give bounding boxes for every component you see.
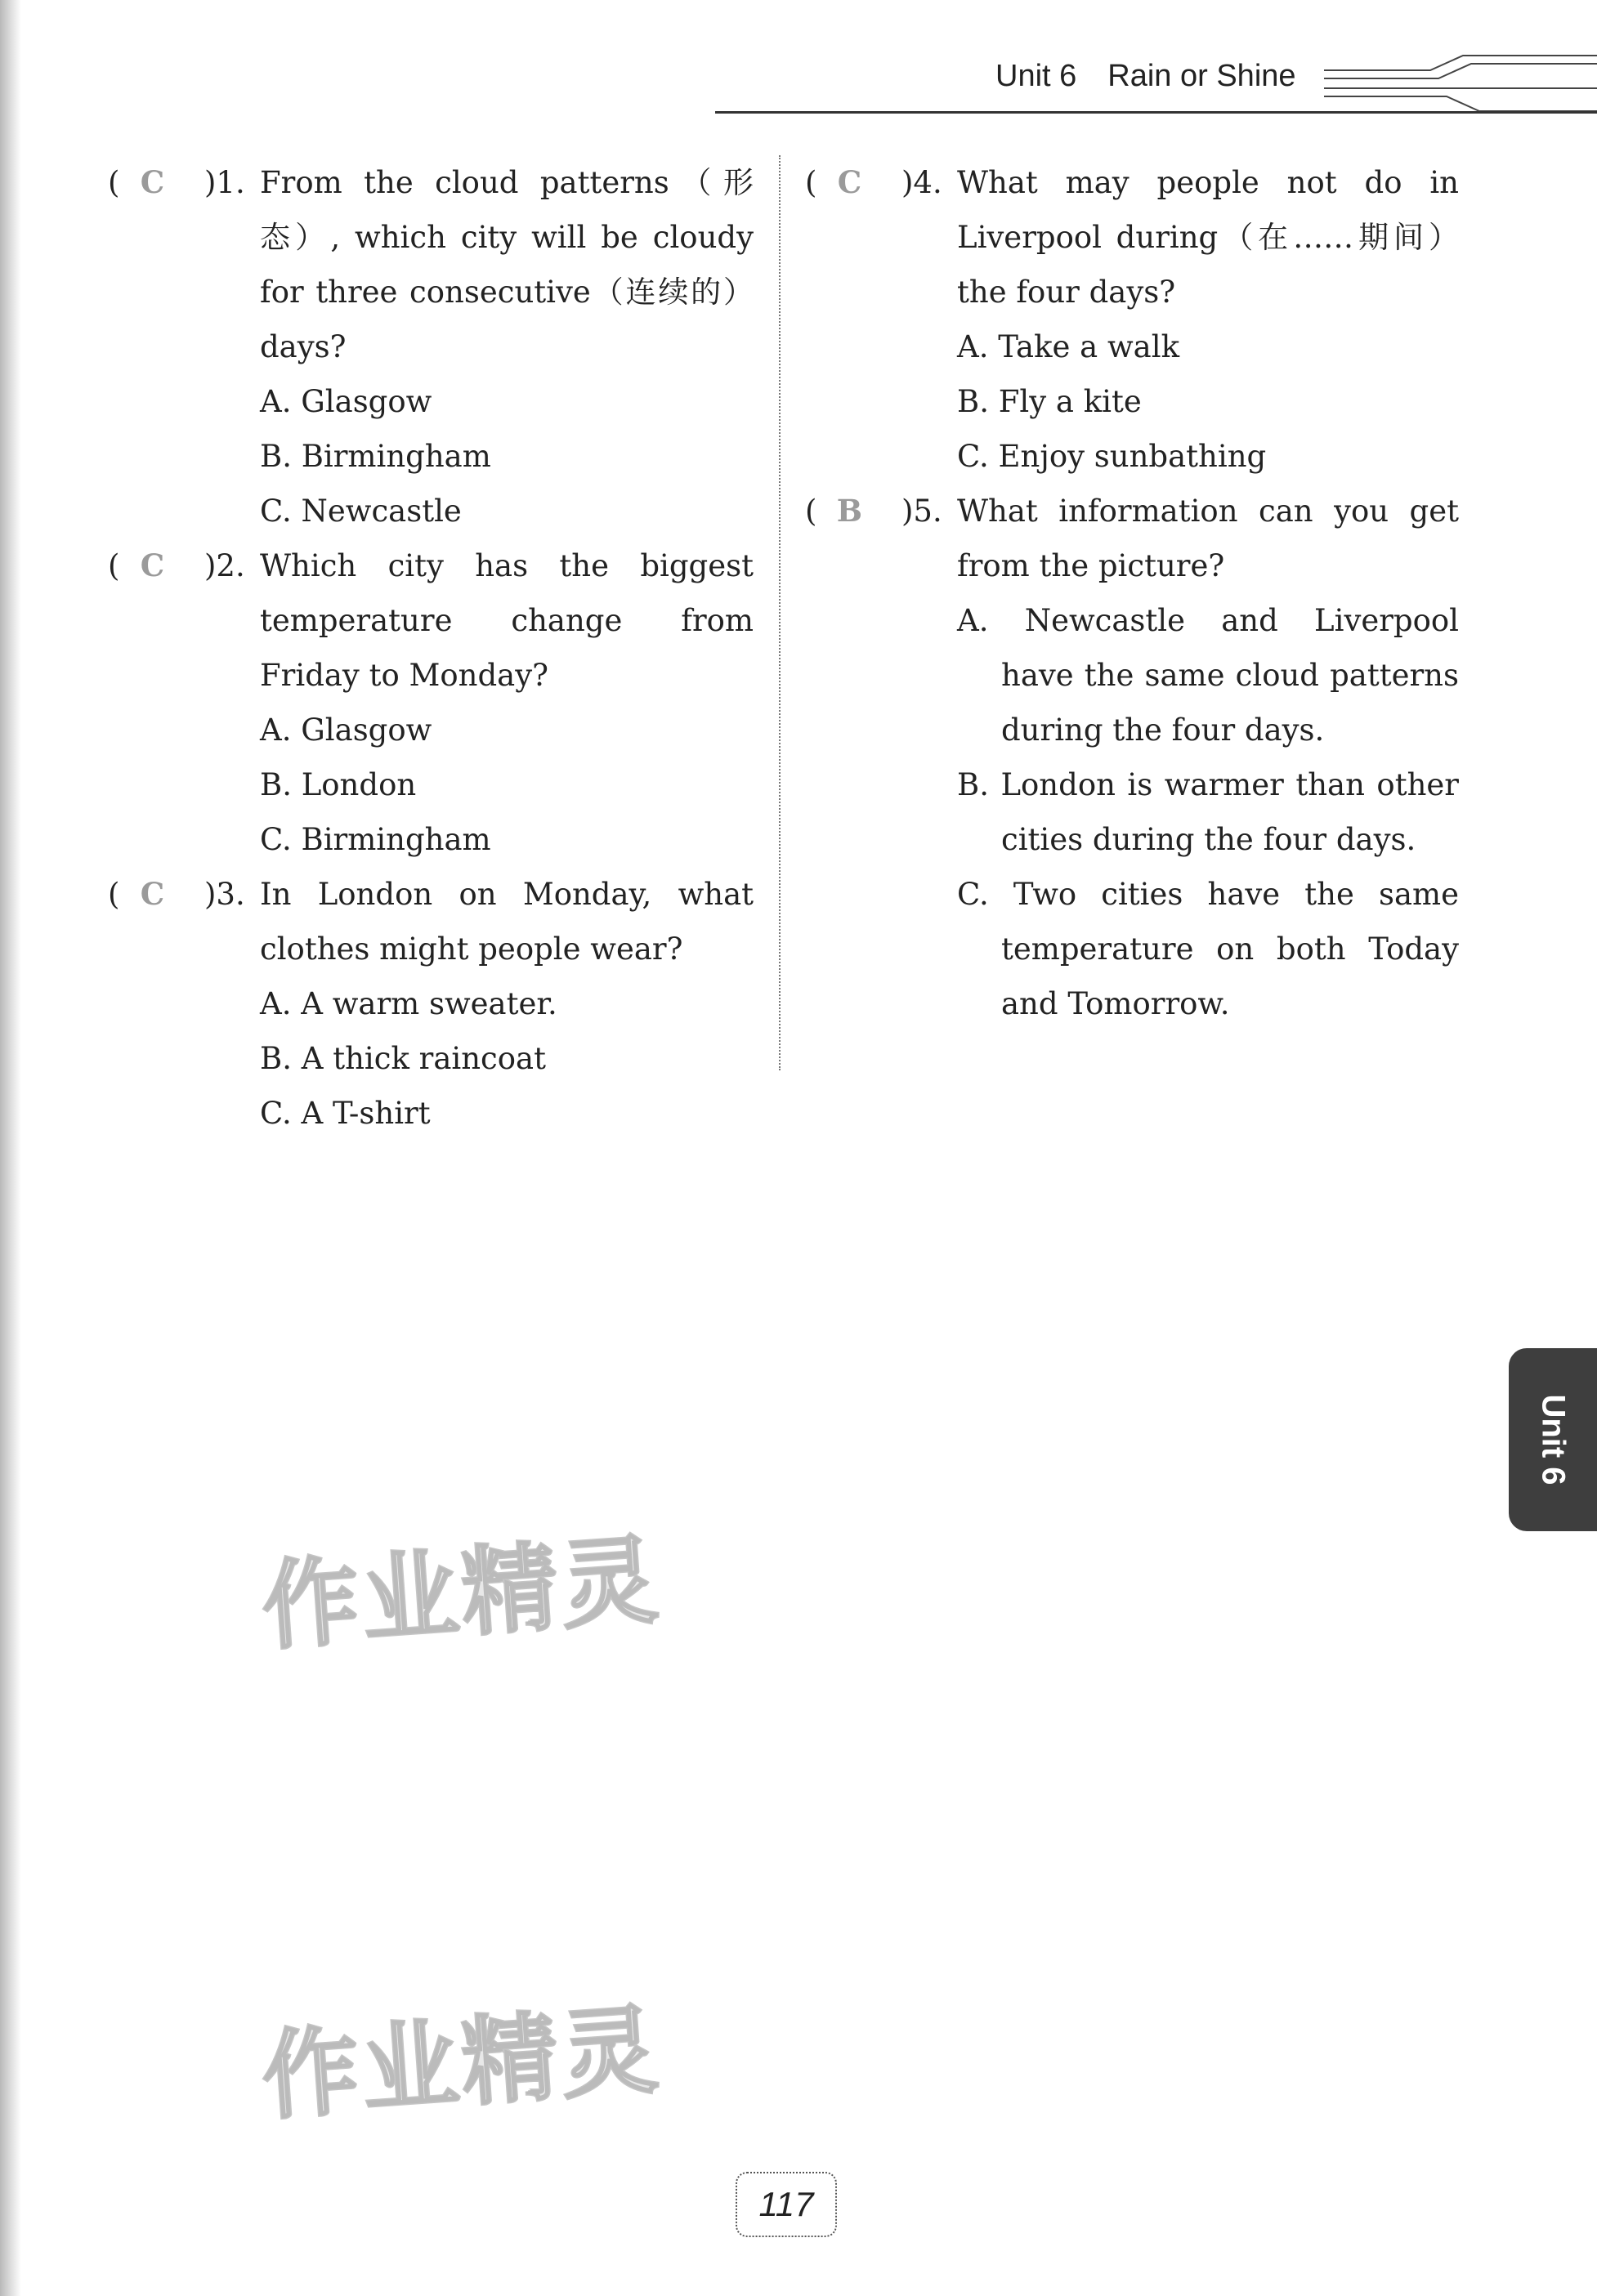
header-unit: Unit 6 xyxy=(995,59,1077,93)
header-rule xyxy=(715,111,1597,114)
option-b: B. Fly a kite xyxy=(957,384,1142,419)
page-number: 117 xyxy=(736,2172,837,2237)
page-header xyxy=(995,59,1296,100)
question-number: )4. xyxy=(901,165,942,200)
right-column xyxy=(805,155,1459,1031)
header-title: Rain or Shine xyxy=(1107,59,1296,93)
option-a: A. Take a walk xyxy=(957,329,1179,364)
option-c: C. Newcastle xyxy=(260,494,462,529)
question-stem: What information can you get from the picture? xyxy=(957,494,1459,583)
watermark-logo: 作业精灵 xyxy=(258,1993,664,2133)
question-stem: What may people not do in Liverpool during（在……期间）the four days? xyxy=(957,165,1459,310)
question-4 xyxy=(805,155,1459,484)
option-c: C. A T-shirt xyxy=(260,1096,431,1131)
answer-bracket: ( C xyxy=(108,538,185,593)
answer-mark: C xyxy=(837,164,862,200)
question-3 xyxy=(108,867,754,1141)
question-number: )2. xyxy=(204,548,245,583)
question-number: )3. xyxy=(204,877,245,912)
option-a: A. A warm sweater. xyxy=(260,986,557,1021)
option-c: C. Enjoy sunbathing xyxy=(957,439,1267,474)
answer-bracket: ( C xyxy=(805,155,882,210)
question-stem: In London on Monday, what clothes might people wear? xyxy=(260,877,754,967)
option-b: B. Birmingham xyxy=(260,439,491,474)
option-c: C. Birmingham xyxy=(260,822,491,857)
header-decoration xyxy=(1324,49,1597,114)
option-a: A. Glasgow xyxy=(260,384,432,419)
option-a: A. Newcastle and Liverpool have the same cloud patterns during the four days. xyxy=(957,603,1459,748)
answer-mark: C xyxy=(140,164,165,200)
answer-mark: C xyxy=(140,547,165,583)
page-edge-shadow xyxy=(0,0,21,2296)
question-stem: From the cloud patterns（形态）, which city will be cloudy for three consecutive（连续的）days? xyxy=(260,165,754,364)
question-1 xyxy=(108,155,754,538)
answer-bracket: ( C xyxy=(108,867,185,922)
column-divider xyxy=(779,155,781,1070)
left-column xyxy=(108,155,754,1141)
question-number: )1. xyxy=(204,165,245,200)
answer-bracket: ( C xyxy=(108,155,185,210)
option-b: B. London is warmer than other cities during the four days. xyxy=(957,767,1459,857)
question-2 xyxy=(108,538,754,867)
option-b: B. London xyxy=(260,767,417,802)
question-stem: Which city has the biggest temperature change from Friday to Monday? xyxy=(260,548,754,693)
watermark-logo: 作业精灵 xyxy=(258,1523,664,1664)
unit-side-tab xyxy=(1509,1348,1597,1531)
answer-mark: C xyxy=(140,876,165,912)
answer-mark: B xyxy=(836,493,863,529)
side-tab-label: Unit 6 xyxy=(1535,1394,1572,1485)
option-c: C. Two cities have the same temperature on both Today and Tomorrow. xyxy=(957,877,1459,1021)
question-number: )5. xyxy=(901,494,942,529)
question-5 xyxy=(805,484,1459,1031)
option-b: B. A thick raincoat xyxy=(260,1041,546,1076)
option-a: A. Glasgow xyxy=(260,712,432,748)
answer-bracket: ( B xyxy=(805,484,882,538)
